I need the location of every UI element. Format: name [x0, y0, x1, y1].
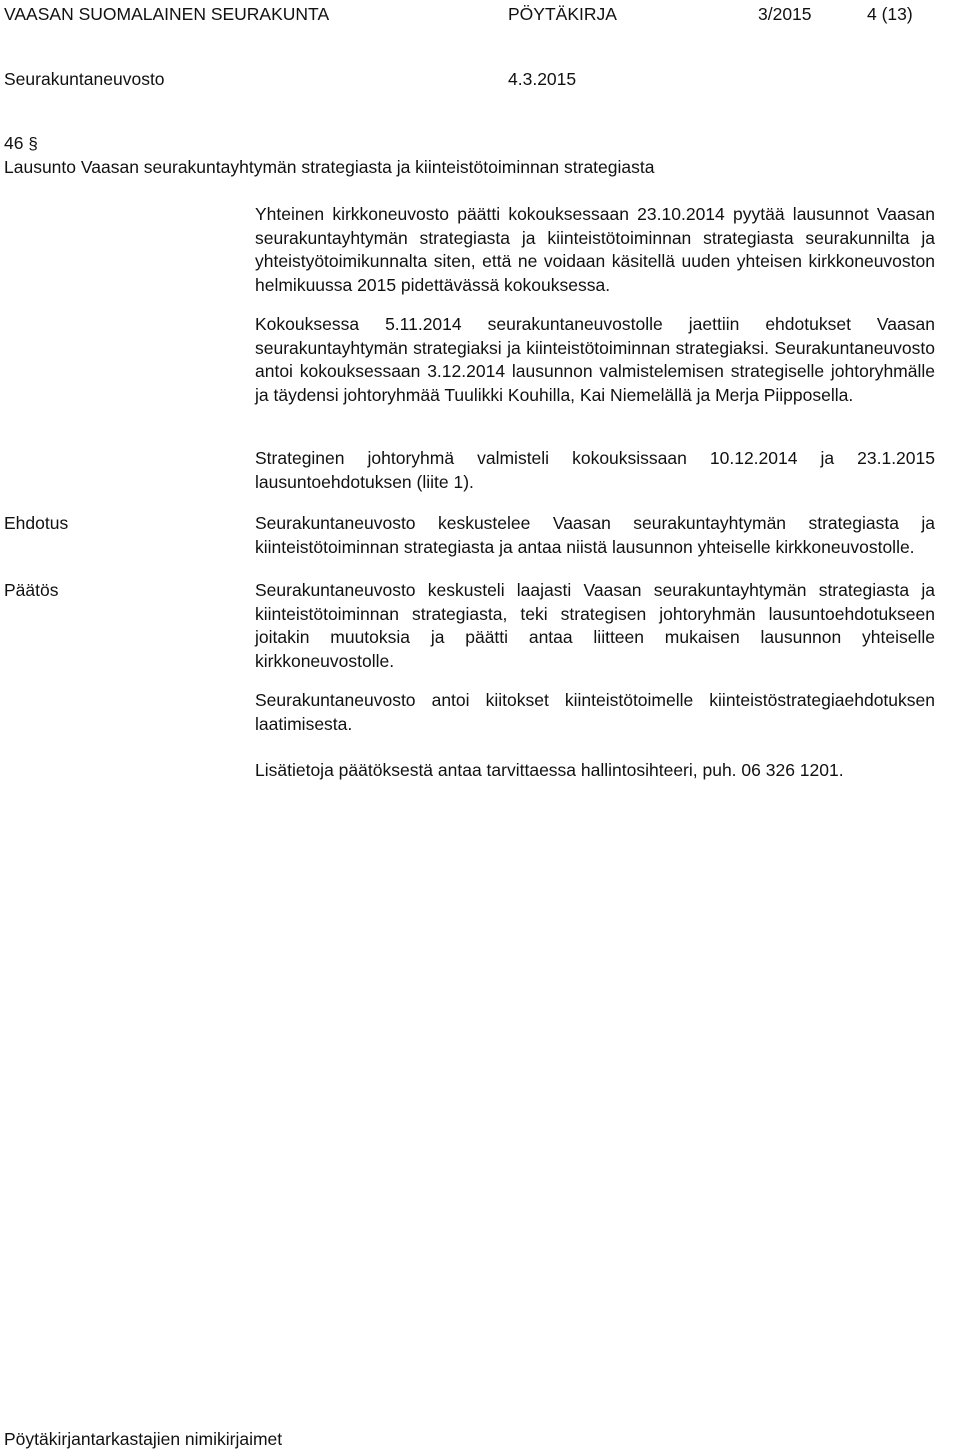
item-number-line [4, 132, 38, 156]
item-number: 46 [4, 133, 24, 153]
meeting-date: 4.3.2015 [508, 69, 577, 89]
document-type: PÖYTÄKIRJA [508, 4, 617, 24]
proposal-label: Ehdotus [4, 513, 69, 533]
organization-name: VAASAN SUOMALAINEN SEURAKUNTA [4, 4, 330, 24]
page-number: 4 (13) [867, 4, 913, 24]
decision-paragraph-2: Seurakuntaneuvosto antoi kiitokset kiinteistötoimelle kiinteistöstrategiaehdotuksen laatimisesta. [255, 690, 935, 734]
background-paragraph-3: Strateginen johtoryhmä valmisteli kokouksissaan 10.12.2014 ja 23.1.2015 lausuntoehdotuksen (liite 1). [255, 448, 935, 492]
background-paragraph-2: Kokouksessa 5.11.2014 seurakuntaneuvostolle jaettiin ehdotukset Vaasan seurakuntayhtymän strategiaksi ja kiinteistötoiminnan strategiaksi. Seurakuntaneuvosto antoi kokouksessaan 3.12.2014 lausunnon valmistelemisen strategiselle johtoryhmälle ja täydensi johtoryhmää Tuulikki Kouhilla, Kai Niemelällä ja Merja Piipposella. [255, 314, 935, 405]
decision-label: Päätös [4, 580, 59, 600]
footer-initials-label: Pöytäkirjantarkastajien nimikirjaimet [4, 1429, 283, 1449]
background-paragraph-1: Yhteinen kirkkoneuvosto päätti kokouksessaan 23.10.2014 pyytää lausunnot Vaasan seurakuntayhtymän strategiasta ja kiinteistötoiminnan strategiasta seurakunnilta ja yhteistyötoimikunnalta siten, että ne voidaan käsitellä uuden yhteisen kirkkoneuvoston helmikuussa 2015 pidettävässä kokouksessa. [255, 204, 935, 295]
body-name: Seurakuntaneuvosto [4, 69, 165, 89]
document-number: 3/2015 [758, 4, 812, 24]
decision-paragraph-1: Seurakuntaneuvosto keskusteli laajasti Vaasan seurakuntayhtymän strategiasta ja kiinteistötoiminnan strategiasta, teki strategisen johtoryhmän lausuntoehdotukseen joitakin muutoksia ja päätti antaa liitteen mukaisen lausunnon yhteiselle kirkkoneuvostolle. [255, 580, 935, 671]
item-title: Lausunto Vaasan seurakuntayhtymän strategiasta ja kiinteistötoiminnan strategiasta [4, 157, 655, 177]
section-symbol: § [28, 134, 38, 153]
proposal-text: Seurakuntaneuvosto keskustelee Vaasan seurakuntayhtymän strategiasta ja kiinteistötoiminnan strategiasta ja antaa niistä lausunnon yhteiselle kirkkoneuvostolle. [255, 513, 935, 557]
decision-paragraph-3: Lisätietoja päätöksestä antaa tarvittaessa hallintosihteeri, puh. 06 326 1201. [255, 760, 844, 780]
